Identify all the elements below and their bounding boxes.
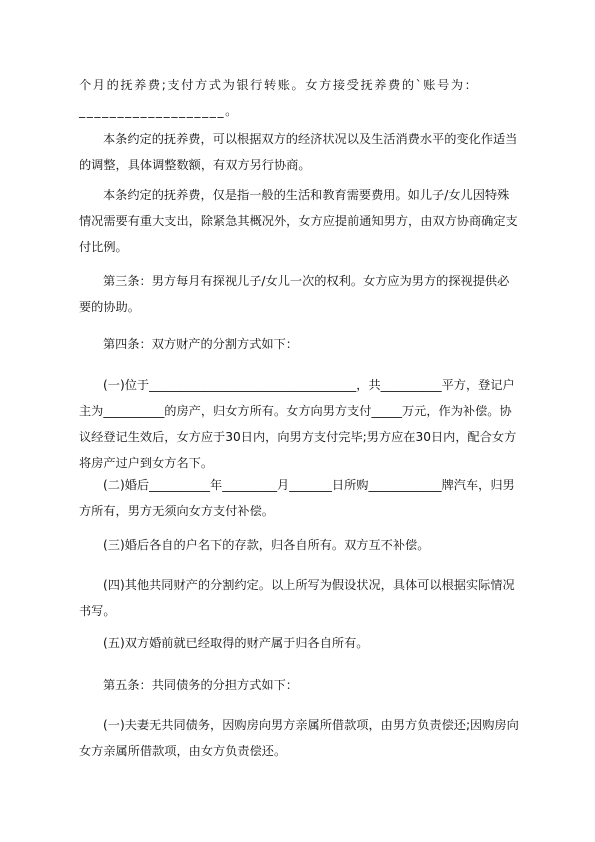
paragraph-article-four-heading: 第四条：双方财产的分割方式如下： [103, 337, 298, 351]
paragraph-support-scope: 本条约定的抚养费，仅是指一般的生活和教育需要费用。如儿子/女儿因特殊情况需要有重大支出，除紧急其概况外，女方应提前通知男方，由双方协商确定支付比例。 [79, 188, 518, 254]
paragraph-support-adjustment: 本条约定的抚养费，可以根据双方的经济状况以及生活消费水平的变化作适当的调整，具体调整数额，有双方另行协商。 [79, 132, 518, 172]
paragraph-property-other: (四)其他共同财产的分割约定。以上所写为假设状况，具体可以根据实际情况书写。 [79, 578, 515, 618]
paragraph-property-premarital: (五)双方婚前就已经取得的财产属于归各自所有。 [103, 636, 369, 650]
paragraph-property-deposits: (三)婚后各自的户名下的存款，归各自所有。双方互不补偿。 [103, 538, 430, 552]
paragraph-article-five-heading: 第五条：共同债务的分担方式如下： [103, 678, 298, 692]
paragraph-debt-allocation: (一)夫妻无共同债务，因购房向男方亲属所借款项，由男方负责偿还;因购房向女方亲属所借款项，由女方负责偿还。 [79, 718, 519, 758]
paragraph-article-three-visitation: 第三条：男方每月有探视儿子/女儿一次的权利。女方应为男方的探视提供必要的协助。 [79, 274, 510, 314]
paragraph-child-support-payment: 个月的抚养费;支付方式为银行转账。女方接受抚养费的`账号为：___________________。 [79, 78, 479, 118]
paragraph-property-car: (二)婚后__________年_________月_______日所购____________牌汽车，归男方所有，男方无须向女方支付补偿。 [79, 478, 515, 518]
paragraph-property-house: (一)位于__________________________________，共__________平方，登记户主为__________的房产，归女方所有。女方向男方支付_____万元，作为补偿。协议经登记生效后，女方应于30日内，向男方支付完毕;男方应在30日内，配合女方将房产过户到女方名下。 [79, 378, 517, 470]
